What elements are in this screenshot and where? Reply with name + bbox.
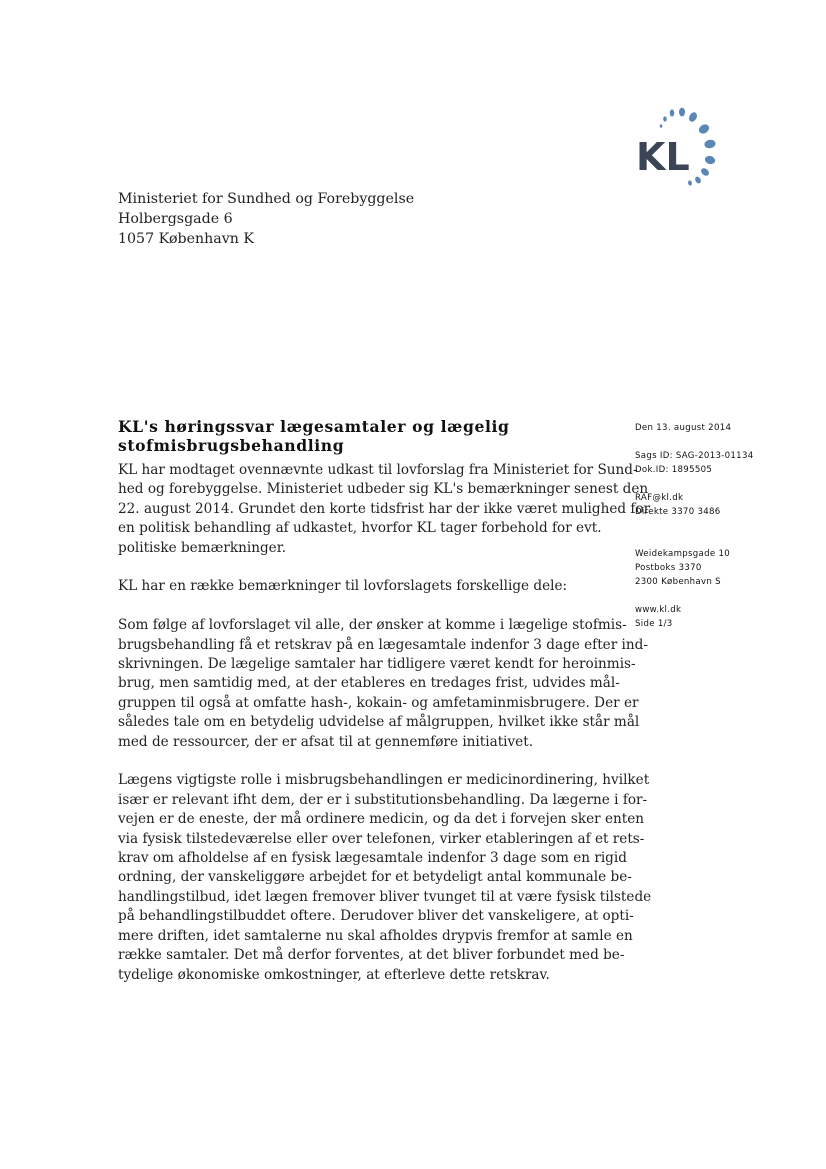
document-body [118, 461, 652, 1004]
sidebar-meta [635, 421, 753, 645]
web-block [635, 603, 753, 631]
paragraph [118, 616, 648, 752]
body-line: skrivningen. De lægelige samtaler har tidligere været kendt for heroinmis- [118, 656, 636, 673]
postbox: Postboks 3370 [635, 563, 702, 573]
body-line: mere driften, idet samtalerne nu skal afholdes drypvis fremfor at samle en [118, 927, 633, 944]
body-line: politiske bemærkninger. [118, 539, 287, 556]
date: Den 13. august 2014 [635, 423, 732, 433]
body-line: række samtaler. Det må derfor forventes, at det bliver forbundet med be- [118, 947, 625, 964]
title-line: stofmisbrugsbehandling [118, 436, 345, 455]
id-block [635, 449, 753, 477]
city: 2300 København S [635, 577, 721, 587]
postal-block [635, 547, 753, 589]
body-line: hed og forebyggelse. Ministeriet udbeder sig KL's bemærkninger senest den [118, 481, 649, 498]
document-title [118, 417, 588, 455]
page-number: Side 1/3 [635, 619, 673, 629]
paragraph [118, 461, 651, 558]
body-line: KL har modtaget ovennævnte udkast til lovforslag fra Ministeriet for Sund- [118, 462, 638, 478]
body-line: KL har en række bemærkninger til lovforslagets forskellige dele: [118, 578, 568, 595]
street: Weidekampsgade 10 [635, 549, 731, 559]
title-line: KL's høringssvar lægesamtaler og lægelig [118, 417, 510, 436]
address-line: Ministeriet for Sundhed og Forebyggelse [118, 191, 415, 207]
body-line: især er relevant ifht dem, der er i substitutionsbehandling. Da lægerne i for- [118, 791, 648, 808]
body-line: krav om afholdelse af en fysisk lægesamtale indenfor 3 dage som en rigid [118, 850, 627, 867]
sags-id: Sags ID: SAG-2013-01134 [635, 451, 754, 461]
body-line: brugsbehandling få et retskrav på en lægesamtale indenfor 3 dage efter ind- [118, 636, 648, 653]
website[interactable]: www.kl.dk [635, 605, 682, 615]
body-line: tydelige økonomiske omkostninger, at efterleve dette retskrav. [118, 966, 550, 983]
body-line: en politisk behandling af udkastet, hvorfor KL tager forbehold for evt. [118, 520, 602, 537]
direct-phone: Direkte 3370 3486 [635, 507, 721, 517]
recipient-address [118, 189, 414, 249]
paragraph [118, 577, 608, 596]
body-line: vejen er de eneste, der må ordinere medicin, og da det i forvejen sker enten [118, 811, 645, 828]
address-line: 1057 København K [118, 231, 254, 247]
paragraph [118, 771, 652, 984]
body-line: via fysisk tilstedeværelse eller over telefonen, virker etableringen af et rets- [118, 830, 645, 847]
body-line: ordning, der vanskeliggøre arbejdet for et betydeligt antal kommunale be- [118, 869, 632, 886]
body-line: Som følge af lovforslaget vil alle, der ønsker at komme i lægelige stofmis- [118, 617, 627, 634]
logo-text: KL [636, 135, 690, 179]
contact-block [635, 491, 753, 519]
body-line: brug, men samtidig med, at der etableres en tredages frist, udvides mål- [118, 675, 620, 692]
body-line: handlingstilbud, idet lægen fremover bliver tvunget til at være fysisk tilstede [118, 888, 652, 905]
email[interactable]: RAF@kl.dk [635, 493, 684, 503]
date-block [635, 421, 753, 435]
kl-logo [628, 100, 728, 190]
address-line: Holbergsgade 6 [118, 211, 233, 227]
body-line: 22. august 2014. Grundet den korte tidsfrist har der ikke været mulighed for [118, 500, 651, 517]
body-line: gruppen til også at omfatte hash-, kokain- og amfetaminmisbrugere. Der er [118, 694, 639, 711]
body-line: med de ressourcer, der er afsat til at gennemføre initiativet. [118, 733, 534, 750]
body-line: Lægens vigtigste rolle i misbrugsbehandlingen er medicinordinering, hvilket [118, 772, 650, 789]
kl-logo-icon [628, 100, 728, 190]
body-line: på behandlingstilbuddet oftere. Derudover bliver det vanskeligere, at opti- [118, 908, 634, 925]
body-line: således tale om en betydelig udvidelse af målgruppen, hvilket ikke står mål [118, 714, 640, 731]
dok-id: Dok.ID: 1895505 [635, 465, 713, 475]
